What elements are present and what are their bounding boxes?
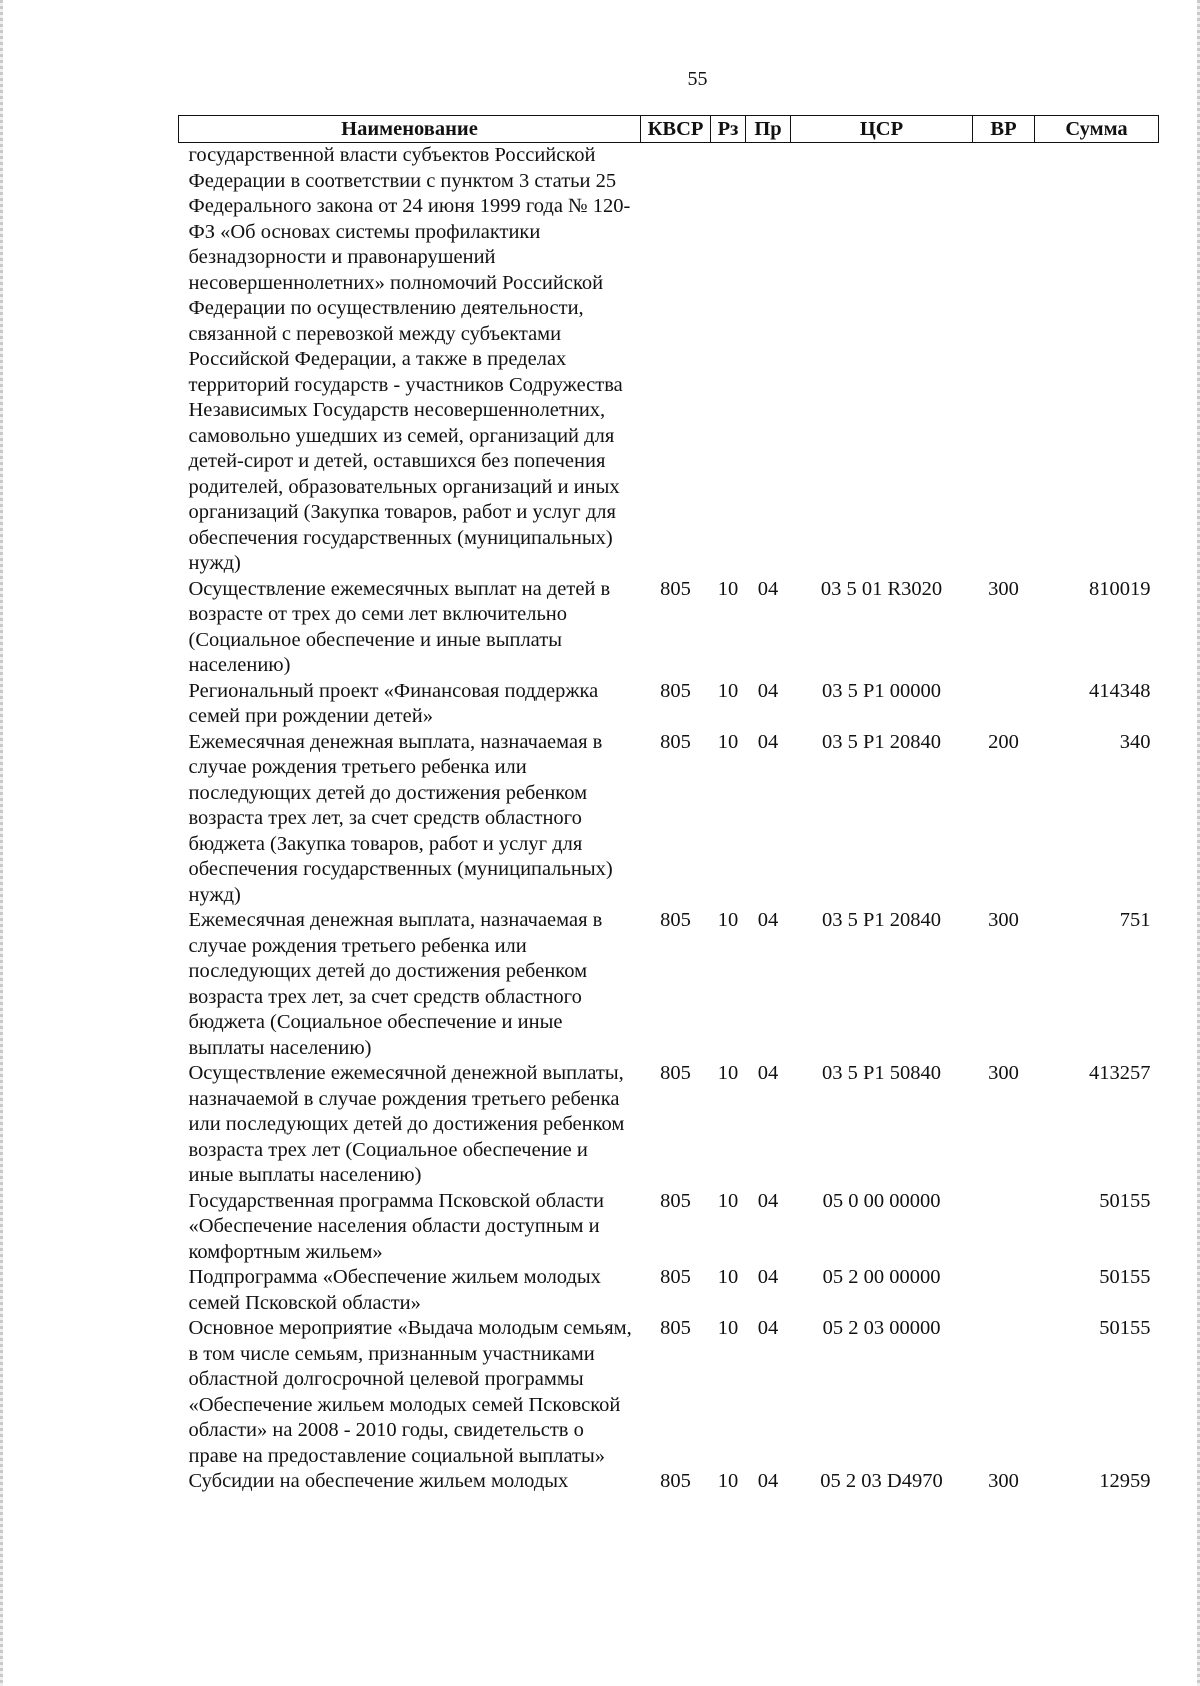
row-vr — [973, 143, 1035, 577]
row-rz: 10 — [717, 1317, 739, 1339]
table-row — [179, 908, 1159, 1061]
row-sum: 810019 — [1089, 577, 1151, 600]
row-sum: 50155 — [1099, 1266, 1151, 1288]
row-rz: 10 — [717, 1062, 739, 1084]
row-name: Региональный проект «Финансовая поддержка семей при рождении детей» — [188, 679, 599, 727]
row-pr: 04 — [757, 1317, 779, 1339]
row-csr: 05 0 00 00000 — [822, 1189, 941, 1212]
row-sum: 751 — [1119, 909, 1151, 931]
table-row — [179, 1265, 1159, 1316]
row-vr: 300 — [988, 909, 1019, 931]
table-row — [179, 1316, 1159, 1469]
row-name: Субсидии на обеспечение жильем молодых — [188, 1470, 569, 1492]
header-kvsr: КВСР — [641, 116, 711, 143]
row-csr — [791, 143, 973, 577]
row-name: государственной власти субъектов Российской Федерации в соответствии с пунктом 3 статьи 25 Федерального закона от 24 июня 1999 года № 120-ФЗ «Об основах системы профилактики безнадзорности и правонарушений несовершеннолетних» полномочий Российской Федерации по осуществлению деятельности, связанной с перевозкой между субъектами Российской Федерации, а также в пределах территорий государств - участников Содружества Независимых Государств несовершеннолетних, самовольно ушедших из семей, организаций для детей-сирот и детей, оставшихся без попечения родителей, образовательных организаций и иных организаций (Закупка товаров, работ и услуг для обеспечения государственных (муниципальных) нужд) — [188, 144, 631, 574]
table-row — [179, 730, 1159, 909]
row-pr: 04 — [757, 679, 779, 702]
row-kvsr: 805 — [660, 909, 691, 931]
row-rz: 10 — [717, 1266, 739, 1288]
row-vr — [973, 1189, 1035, 1266]
row-vr — [973, 1316, 1035, 1469]
row-vr: 300 — [988, 1470, 1019, 1492]
row-sum: 12959 — [1099, 1470, 1151, 1492]
row-pr: 04 — [757, 909, 779, 931]
row-kvsr — [641, 143, 711, 577]
row-rz: 10 — [717, 679, 739, 702]
table-row — [179, 679, 1159, 730]
row-rz: 10 — [717, 909, 739, 931]
row-rz: 10 — [717, 730, 739, 753]
row-pr: 04 — [757, 1470, 779, 1492]
row-rz: 10 — [717, 1470, 739, 1492]
row-sum: 340 — [1119, 730, 1151, 753]
row-sum — [1035, 143, 1159, 577]
row-name: Ежемесячная денежная выплата, назначаемая в случае рождения третьего ребенка или последующих детей до достижения ребенком возраста трех лет, за счет средств областного бюджета (Социальное обеспечение и иные выплаты населению) — [188, 909, 603, 1059]
row-kvsr: 805 — [660, 1189, 691, 1212]
row-name: Осуществление ежемесячной денежной выплаты, назначаемой в случае рождения третьего ребенка или последующих детей до достижения ребенком возраста трех лет (Социальное обеспечение и иные выплаты населению) — [188, 1062, 625, 1186]
row-csr: 03 5 P1 20840 — [821, 730, 942, 753]
row-csr: 03 5 P1 50840 — [821, 1062, 942, 1084]
row-pr: 04 — [757, 577, 779, 600]
row-kvsr: 805 — [660, 1062, 691, 1084]
row-pr — [746, 143, 791, 577]
header-csr: ЦСР — [791, 116, 973, 143]
row-csr: 05 2 03 D4970 — [820, 1470, 943, 1492]
row-rz: 10 — [717, 577, 739, 600]
row-sum: 50155 — [1099, 1189, 1151, 1212]
row-csr: 03 5 01 R3020 — [820, 577, 943, 600]
row-vr: 200 — [988, 730, 1019, 753]
row-kvsr: 805 — [660, 1470, 691, 1492]
scan-edge-left — [0, 0, 3, 1686]
row-name: Государственная программа Псковской области «Обеспечение населения области доступным и комфортным жильем» — [188, 1189, 604, 1263]
row-name: Осуществление ежемесячных выплат на детей в возрасте от трех до семи лет включительно (Социальное обеспечение и иные выплаты населению) — [188, 577, 611, 676]
row-kvsr: 805 — [660, 1317, 691, 1339]
row-pr: 04 — [757, 730, 779, 753]
row-vr: 300 — [988, 577, 1019, 600]
table-row — [179, 1189, 1159, 1266]
row-sum: 414348 — [1089, 679, 1151, 702]
row-vr — [973, 1265, 1035, 1316]
header-name: Наименование — [179, 116, 641, 143]
row-csr: 05 2 03 00000 — [822, 1317, 941, 1339]
row-sum: 50155 — [1099, 1317, 1151, 1339]
row-name: Подпрограмма «Обеспечение жильем молодых семей Псковской области» — [188, 1266, 601, 1314]
page-number: 55 — [687, 68, 708, 90]
table-row — [179, 577, 1159, 679]
row-pr: 04 — [757, 1189, 779, 1212]
row-kvsr: 805 — [660, 679, 691, 702]
row-vr — [973, 679, 1035, 730]
header-sum: Сумма — [1035, 116, 1159, 143]
row-kvsr: 805 — [660, 577, 691, 600]
table-row — [179, 143, 1159, 577]
table-row — [179, 1469, 1159, 1495]
row-csr: 03 5 P1 00000 — [821, 679, 942, 702]
row-kvsr: 805 — [660, 730, 691, 753]
row-pr: 04 — [757, 1062, 779, 1084]
row-sum: 413257 — [1089, 1062, 1151, 1084]
row-kvsr: 805 — [660, 1266, 691, 1288]
table-row — [179, 1061, 1159, 1189]
row-name: Основное мероприятие «Выдача молодым семьям, в том числе семьям, признанным участниками областной долгосрочной целевой программы «Обеспечение жильем молодых семей Псковской области» на 2008 - 2010 годы, свидетельств о праве на предоставление социальной выплаты» — [188, 1317, 632, 1467]
row-vr: 300 — [988, 1062, 1019, 1084]
header-pr: Пр — [746, 116, 791, 143]
row-rz — [711, 143, 746, 577]
budget-table — [178, 115, 1159, 1495]
row-csr: 05 2 00 00000 — [822, 1266, 941, 1288]
header-rz: Рз — [711, 116, 746, 143]
header-vr: ВР — [973, 116, 1035, 143]
row-pr: 04 — [757, 1266, 779, 1288]
row-csr: 03 5 P1 20840 — [821, 909, 942, 931]
row-name: Ежемесячная денежная выплата, назначаемая в случае рождения третьего ребенка или последующих детей до достижения ребенком возраста трех лет, за счет средств областного бюджета (Закупка товаров, работ и услуг для обеспечения государственных (муниципальных) нужд) — [188, 730, 613, 906]
row-rz: 10 — [717, 1189, 739, 1212]
table-header-row — [179, 116, 1159, 143]
